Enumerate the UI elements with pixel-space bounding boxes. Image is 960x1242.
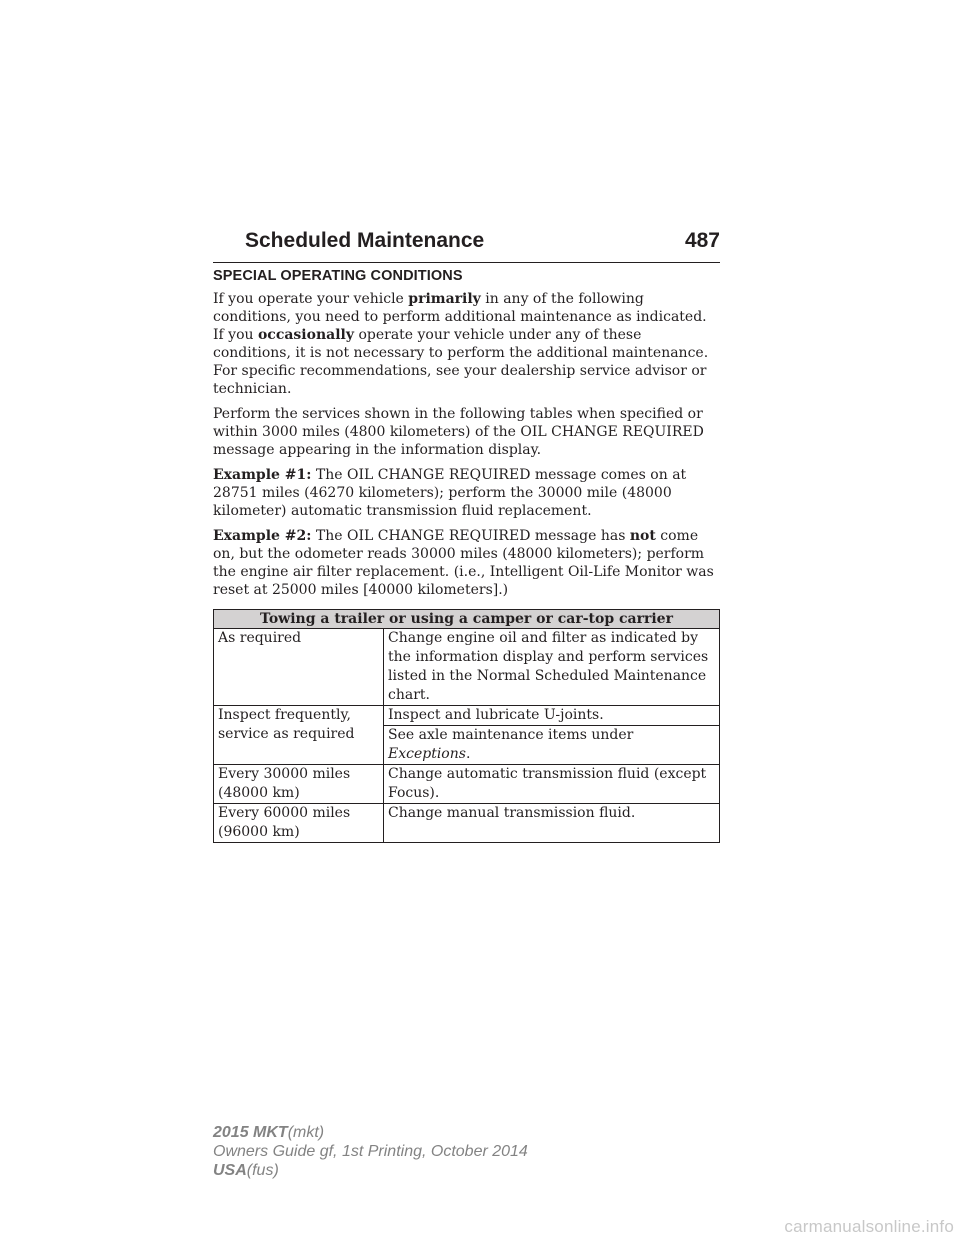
table-row <box>214 765 720 804</box>
paragraph-example-1 <box>213 466 720 520</box>
paragraph-perform-services: Perform the services shown in the following tables when specified or within 3000 miles (4800 kilometers) of the OIL CHANGE REQUIRED message appearing in the information display. <box>213 406 704 458</box>
example-2-text-a: The OIL CHANGE REQUIRED message has <box>311 528 630 544</box>
footer-line-2: Owners Guide gf, 1st Printing, October 2014 <box>213 1143 528 1160</box>
watermark: carmanualsonline.info <box>784 1217 954 1236</box>
example-2-label: Example #2: <box>213 528 312 544</box>
axle-text-c: . <box>465 746 471 762</box>
footer-line-1 <box>213 1123 528 1142</box>
table-heading: Towing a trailer or using a camper or car-top carrier <box>214 610 720 629</box>
footer-market: USA <box>213 1162 247 1179</box>
section-heading: SPECIAL OPERATING CONDITIONS <box>213 268 463 284</box>
table-cell-action: Change manual transmission fluid. <box>384 804 720 843</box>
example-1-text: The OIL CHANGE REQUIRED message comes on at 28751 miles (46270 kilometers); perform the 30000 mile (48000 kilometer) automatic transmission fluid replacement. <box>213 467 687 519</box>
table-cell-action: Inspect and lubricate U-joints. <box>384 706 720 726</box>
table-cell-when: Inspect frequently, service as required <box>214 706 384 765</box>
paragraph-example-2 <box>213 527 720 599</box>
table-cell-action <box>384 726 720 765</box>
table-cell-when: Every 60000 miles (96000 km) <box>214 804 384 843</box>
page-number: 487 <box>684 229 720 252</box>
table-cell-action: Change automatic transmission fluid (except Focus). <box>384 765 720 804</box>
page-content <box>213 268 720 843</box>
page-footer <box>213 1123 528 1180</box>
exceptions-reference: Exceptions <box>388 746 466 762</box>
axle-text-a: See axle maintenance items under <box>388 727 634 743</box>
table-cell-action: Change engine oil and filter as indicated by the information display and perform services listed in the Normal Scheduled Maintenance chart. <box>384 629 720 706</box>
para1-bold-occasionally: occasionally <box>257 327 354 343</box>
page-header <box>213 228 720 263</box>
table-row <box>214 706 720 726</box>
example-2-bold-not: not <box>629 528 656 544</box>
footer-line-3 <box>213 1161 528 1180</box>
example-1-label: Example #1: <box>213 467 312 483</box>
table-cell-when: Every 30000 miles (48000 km) <box>214 765 384 804</box>
para1-text-e: operate your vehicle under any of these conditions, it is not necessary to perform the additional maintenance. For specific recommendations, see your dealership service advisor or technician. <box>213 327 709 397</box>
example-2-text-c: come on, but the odometer reads 30000 miles (48000 kilometers); perform the engine air filter replacement. (i.e., Intelligent Oil-Life Monitor was reset at 25000 miles [40000 kilometers].) <box>213 528 714 598</box>
para1-bold-primarily: primarily <box>408 291 481 307</box>
maintenance-table <box>213 609 720 843</box>
para1-text-c: in any of the following conditions, you need to perform additional maintenance as indicated. If you <box>213 291 707 343</box>
paragraph-operating-conditions <box>213 290 720 398</box>
table-header-row <box>214 610 720 629</box>
table-row <box>214 629 720 706</box>
page-title: Scheduled Maintenance <box>245 229 485 252</box>
para1-text-a: If you operate your vehicle <box>213 291 409 307</box>
table-cell-when: As required <box>214 629 384 706</box>
footer-model-code: (mkt) <box>287 1124 325 1141</box>
table-row <box>214 804 720 843</box>
footer-market-code: (fus) <box>246 1162 279 1179</box>
footer-model: 2015 MKT <box>213 1124 288 1141</box>
